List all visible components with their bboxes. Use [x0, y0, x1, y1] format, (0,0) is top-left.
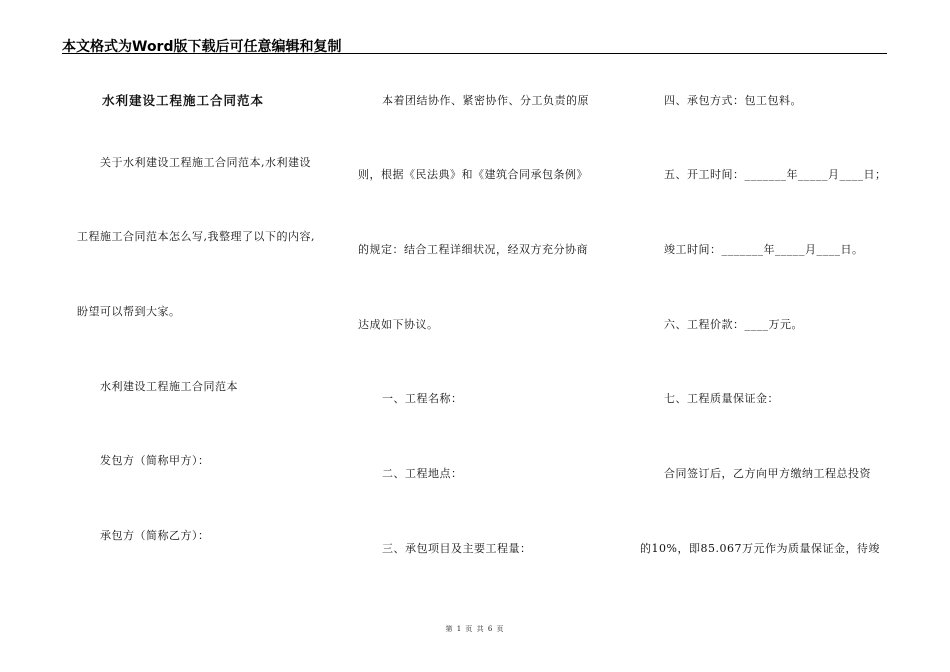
paragraph-line: 水利建设工程施工合同范本 — [100, 380, 238, 393]
paragraph-line: 六、工程价款：____万元。 — [664, 318, 803, 331]
paragraph-line: 发包方（简称甲方）： — [100, 454, 210, 467]
paragraph-line: 二、工程地点： — [382, 467, 463, 480]
paragraph-line: 关于水利建设工程施工合同范本,水利建设 — [100, 156, 311, 169]
paragraph-line: 盼望可以帮到大家。 — [77, 305, 181, 318]
paragraph-line: 的规定：结合工程详细状况，经双方充分协商 — [358, 243, 588, 256]
middle-column — [340, 0, 620, 640]
left-column — [0, 0, 340, 640]
document-title: 水利建设工程施工合同范本 — [102, 93, 265, 108]
right-column — [620, 0, 910, 640]
paragraph-line: 则，根据《民法典》和《建筑合同承包条例》 — [358, 168, 588, 181]
paragraph-line: 五、开工时间：_______年_____月____日； — [664, 168, 887, 181]
paragraph-line: 本着团结协作、紧密协作、分工负责的原 — [382, 94, 589, 107]
paragraph-line: 达成如下协议。 — [358, 318, 439, 331]
paragraph-line: 四、承包方式：包工包料。 — [664, 94, 802, 107]
page-footer: 第 1 页 共 6 页 — [445, 625, 505, 633]
paragraph-line: 三、承包项目及主要工程量： — [382, 542, 532, 555]
paragraph-line: 竣工时间：_______年_____月____日。 — [664, 243, 864, 256]
paragraph-line: 七、工程质量保证金： — [664, 392, 779, 405]
paragraph-line: 合同签订后，乙方向甲方缴纳工程总投资 — [664, 467, 871, 480]
paragraph-line: 一、工程名称： — [382, 392, 463, 405]
header-banner: 本文格式为Word版下载后可任意编辑和复制 — [62, 39, 342, 55]
paragraph-line: 承包方（简称乙方）： — [100, 529, 210, 542]
paragraph-line: 工程施工合同范本怎么写,我整理了以下的内容, — [77, 230, 315, 243]
paragraph-line: 的10%，即85.067万元作为质量保证金，待竣 — [640, 542, 880, 555]
